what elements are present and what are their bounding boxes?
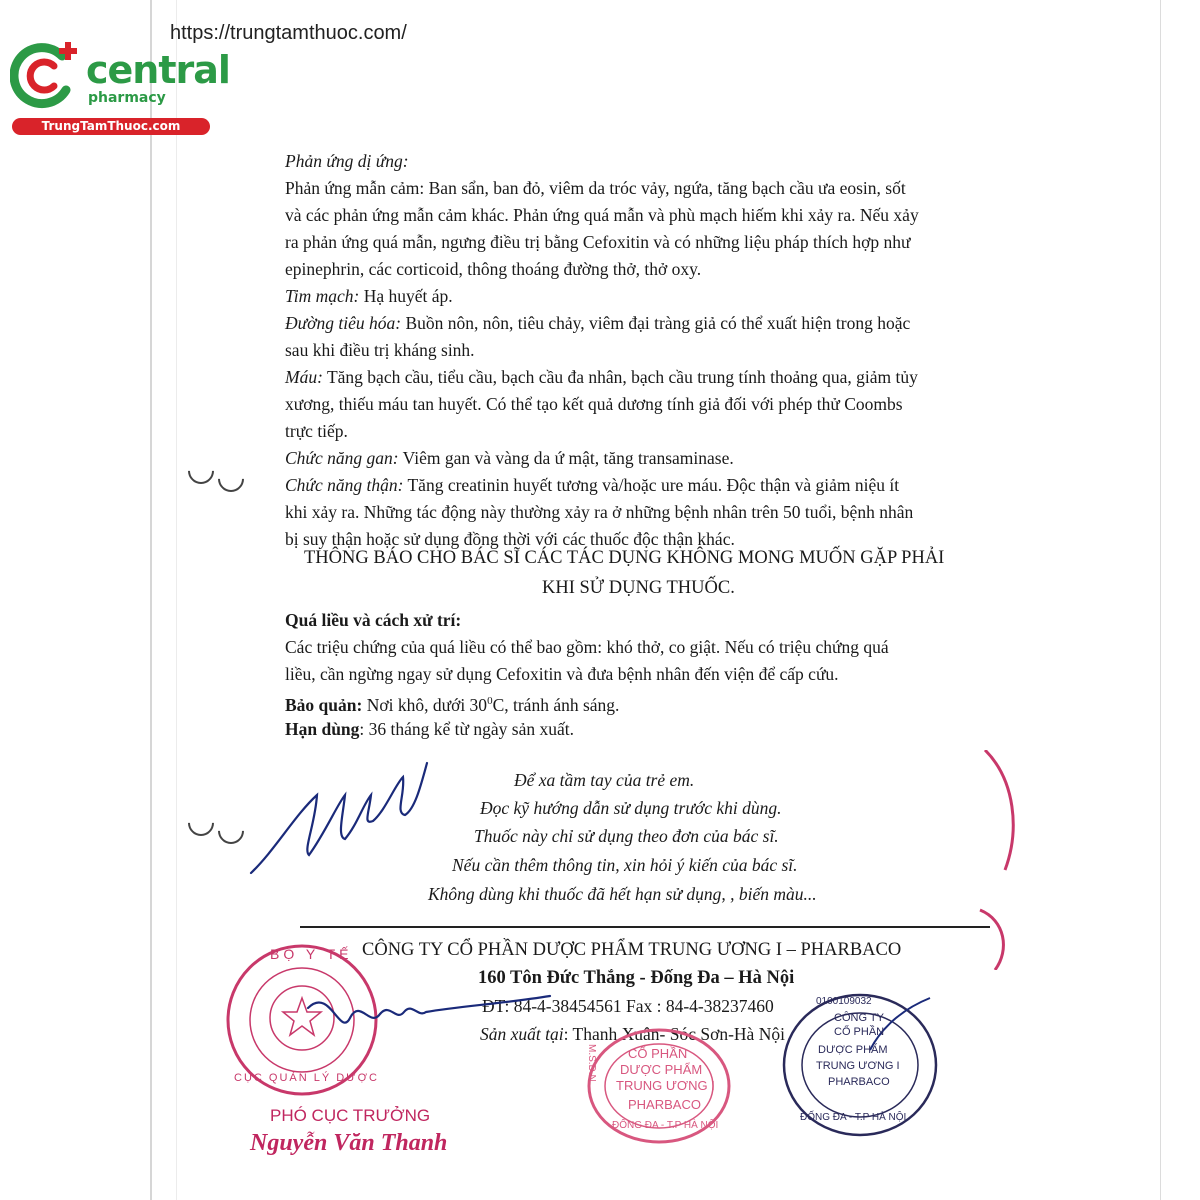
overdose-heading: Quá liều và cách xử trí:: [285, 610, 462, 630]
ministry-signature: [300, 978, 560, 1048]
scan-edge-right: [1160, 0, 1161, 1200]
ministry-stamp-bottom: CỤC QUẢN LÝ DƯỢC: [234, 1072, 379, 1084]
expiry-label: Hạn dùng: [285, 719, 360, 739]
company-name: CÔNG TY CỔ PHẦN DƯỢC PHẨM TRUNG ƯƠNG I – PHARBACO: [362, 940, 902, 960]
right-stamp-bottom: ĐỐNG ĐA - T.P HÀ NỘI: [800, 1112, 907, 1123]
storage-line: [285, 688, 619, 719]
right-stamp-line: DƯỢC PHẨM: [818, 1044, 888, 1056]
allergy-heading: Phản ứng dị ứng:: [285, 151, 409, 171]
kidney-text: Tăng creatinin huyết tương và/hoặc ure máu. Độc thận và giảm niệu ít: [403, 475, 900, 495]
company-phone: ĐT: 84-4-38454561 Fax : 84-4-38237460: [482, 996, 774, 1016]
storage-text: Nơi khô, dưới 30: [362, 694, 488, 715]
logo-banner: TrungTamThuoc.com: [12, 118, 210, 135]
right-stamp-line: PHARBACO: [828, 1076, 890, 1088]
margin-stamp-fragment: [975, 750, 1025, 970]
blood-text: Tăng bạch cầu, tiểu cầu, bạch cầu đa nhân, bạch cầu trung tính thoảng qua, giảm tủy: [322, 367, 918, 387]
right-stamp-line: CÔNG TY: [834, 1012, 884, 1024]
pharmacy-logo-icon: [10, 40, 85, 110]
gi-line-2: sau khi điều trị kháng sinh.: [285, 340, 475, 360]
cardio-text: Hạ huyết áp.: [359, 286, 453, 306]
gi-label: Đường tiêu hóa:: [285, 313, 402, 333]
url-watermark: https://trungtamthuoc.com/: [170, 22, 407, 44]
made-text: : Thanh Xuân- Sóc Sơn-Hà Nội: [563, 1024, 785, 1044]
blood-line: [285, 364, 918, 391]
liver-text: Viêm gan và vàng da ứ mật, tăng transaminase.: [398, 448, 734, 468]
signer-title: PHÓ CỤC TRƯỞNG: [270, 1106, 431, 1125]
cardio-line: [285, 283, 453, 310]
overdose-line-2: liều, cần ngừng ngay sử dụng Cefoxitin và đưa bệnh nhân đến viện để cấp cứu.: [285, 664, 839, 684]
right-stamp-line: TRUNG ƯƠNG I: [816, 1060, 900, 1072]
scan-edge: [150, 0, 152, 1200]
signature-scribble: [245, 755, 435, 880]
note-line: Để xa tầm tay của trẻ em.: [514, 770, 695, 790]
gi-text: Buồn nôn, nôn, tiêu chảy, viêm đại tràng giả có thể xuất hiện trong hoặc: [401, 313, 911, 333]
blood-line-3: trực tiếp.: [285, 421, 348, 441]
notice-line-2: KHI SỬ DỤNG THUỐC.: [542, 578, 735, 598]
cardio-label: Tim mạch:: [285, 286, 360, 306]
made-label: Sản xuất tại: [480, 1024, 564, 1044]
liver-line: [285, 445, 734, 472]
company-stamp-line: TRUNG ƯƠNG I: [616, 1078, 715, 1093]
liver-label: Chức năng gan:: [285, 448, 399, 468]
kidney-line: [285, 472, 899, 499]
company-stamp-line: CỔ PHẦN: [628, 1046, 688, 1061]
overdose-line-1: Các triệu chứng của quá liều có thể bao gồm: khó thở, co giật. Nếu có triệu chứng quá: [285, 637, 889, 657]
kidney-label: Chức năng thận:: [285, 475, 404, 495]
logo-subtitle: pharmacy: [88, 90, 166, 106]
allergy-line: epinephrin, các corticoid, thông thoáng đường thở, thở oxy.: [285, 259, 702, 279]
gi-line: [285, 310, 910, 337]
company-address: 160 Tôn Đức Thắng - Đống Đa – Hà Nội: [478, 968, 795, 988]
notice-line-1: THÔNG BÁO CHO BÁC SĨ CÁC TÁC DỤNG KHÔNG MONG MUỐN GẶP PHẢI: [304, 548, 945, 568]
note-line: Thuốc này chỉ sử dụng theo đơn của bác sĩ.: [474, 826, 779, 846]
allergy-line: và các phản ứng mẫn cảm khác. Phản ứng quá mẫn và phù mạch hiếm khi xảy ra. Nếu xảy: [285, 205, 919, 225]
company-stamp-line: PHARBACO: [628, 1097, 701, 1112]
kidney-line-2: khi xảy ra. Những tác động này thường xảy ra ở những bệnh nhân trên 50 tuổi, bệnh nhân: [285, 502, 914, 522]
note-line: Không dùng khi thuốc đã hết hạn sử dụng, , biến màu...: [428, 884, 817, 904]
signer-name: Nguyễn Văn Thanh: [250, 1130, 448, 1156]
scan-edge-inner: [176, 0, 177, 1200]
ministry-stamp-top: BỘ Y TẾ: [270, 946, 353, 962]
company-stamp-bottom: ĐỐNG ĐA - T.P HÀ NỘI: [612, 1120, 719, 1131]
storage-sup: 0: [487, 695, 493, 707]
storage-label: Bảo quản:: [285, 694, 363, 715]
blood-line-2: xương, thiếu máu tan huyết. Có thể tạo kết quả dương tính giả đối với phép thử Coombs: [285, 394, 903, 414]
note-line: Nếu cần thêm thông tin, xin hỏi ý kiến của bác sĩ.: [452, 855, 798, 875]
right-stamp-code: 0100109032: [816, 996, 872, 1007]
blood-label: Máu:: [285, 367, 323, 387]
company-stamp-line: DƯỢC PHẨM: [620, 1062, 703, 1077]
kidney-line-3: bị suy thận hoặc sử dụng đồng thời với các thuốc độc thận khác.: [285, 529, 735, 549]
company-stamp-ring: M.S.D.N: [586, 1044, 597, 1082]
expiry-line: [285, 716, 574, 743]
storage-tail: C, tránh ánh sáng.: [492, 694, 620, 715]
divider-rule: [300, 926, 990, 928]
allergy-line: Phản ứng mẫn cảm: Ban sẩn, ban đỏ, viêm da tróc vảy, ngứa, tăng bạch cầu ưa eosin, sốt: [285, 178, 906, 198]
allergy-line: ra phản ứng quá mẫn, ngưng điều trị bằng Cefoxitin và có những liệu pháp thích hợp như: [285, 232, 911, 252]
logo-brand: central: [86, 48, 230, 92]
right-stamp-line: CỔ PHẦN: [834, 1026, 885, 1038]
note-line: Đọc kỹ hướng dẫn sử dụng trước khi dùng.: [480, 798, 782, 818]
expiry-text: : 36 tháng kể từ ngày sản xuất.: [359, 719, 575, 739]
